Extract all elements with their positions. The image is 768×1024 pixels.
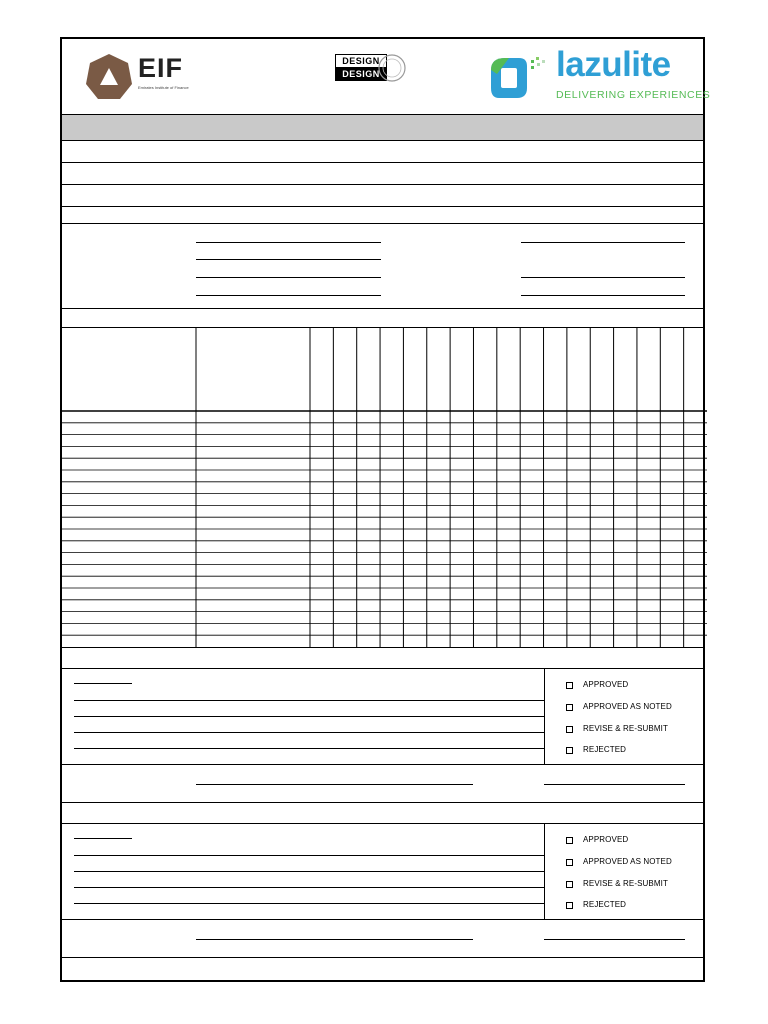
date-line[interactable] xyxy=(544,784,685,785)
comment-line[interactable] xyxy=(74,716,544,717)
document-form xyxy=(60,37,711,982)
title-band xyxy=(62,115,703,140)
info-field-line[interactable] xyxy=(521,295,685,296)
rule xyxy=(62,140,703,141)
rule xyxy=(62,206,703,207)
status-label: APPROVED AS NOTED xyxy=(583,857,672,866)
rejected-checkbox[interactable] xyxy=(566,747,573,754)
status-label: REVISE & RE-SUBMIT xyxy=(583,879,668,888)
lazulite-tagline: DELIVERING EXPERIENCES xyxy=(556,89,711,101)
status-label: REVISE & RE-SUBMIT xyxy=(583,724,668,733)
date-line[interactable] xyxy=(544,939,685,940)
rule xyxy=(62,802,703,803)
divider xyxy=(544,668,545,764)
comment-line[interactable] xyxy=(74,732,544,733)
signature-line[interactable] xyxy=(196,939,473,940)
info-field-line[interactable] xyxy=(521,277,685,278)
design-seal-icon xyxy=(377,52,407,84)
comment-line[interactable] xyxy=(74,871,544,872)
revise-resubmit-checkbox[interactable] xyxy=(566,726,573,733)
review-block-1 xyxy=(62,668,703,764)
rule xyxy=(62,647,703,648)
approved-as-noted-checkbox[interactable] xyxy=(566,859,573,866)
rule xyxy=(62,162,703,163)
revise-resubmit-checkbox[interactable] xyxy=(566,881,573,888)
info-field-line[interactable] xyxy=(196,242,381,243)
comment-line[interactable] xyxy=(74,700,544,701)
approved-as-noted-checkbox[interactable] xyxy=(566,704,573,711)
rule xyxy=(62,308,703,309)
submittal-grid xyxy=(62,327,707,647)
status-label: APPROVED xyxy=(583,835,629,844)
info-field-line[interactable] xyxy=(196,259,381,260)
eif-heptagon-logo-icon xyxy=(84,52,134,102)
info-field-line[interactable] xyxy=(521,242,685,243)
submittal-table xyxy=(62,327,703,647)
rule xyxy=(62,223,703,224)
comment-label-line xyxy=(74,838,132,839)
rule xyxy=(62,184,703,185)
status-label: REJECTED xyxy=(583,745,627,754)
design-logo-line2: DESIGN xyxy=(335,67,387,81)
comment-line[interactable] xyxy=(74,748,544,749)
rejected-checkbox[interactable] xyxy=(566,902,573,909)
eif-logo-subtitle: Emirates Institute of Finance xyxy=(138,85,189,90)
status-label: REJECTED xyxy=(583,900,627,909)
approved-checkbox[interactable] xyxy=(566,837,573,844)
approved-checkbox[interactable] xyxy=(566,682,573,689)
comment-label-line xyxy=(74,683,132,684)
rule xyxy=(62,764,703,765)
design-logo-line1: DESIGN xyxy=(335,54,387,68)
divider xyxy=(544,823,545,919)
status-label: APPROVED xyxy=(583,680,629,689)
info-field-line[interactable] xyxy=(196,277,381,278)
comment-line[interactable] xyxy=(74,855,544,856)
design-logo xyxy=(335,52,407,86)
eif-logo-text: EIF xyxy=(138,53,184,83)
comment-line[interactable] xyxy=(74,903,544,904)
rule xyxy=(62,919,703,920)
review-block-2 xyxy=(62,823,703,919)
lazulite-logo-text: lazulite xyxy=(556,45,671,84)
lazulite-mark-icon xyxy=(487,54,549,102)
rule xyxy=(62,957,703,958)
header-logos xyxy=(62,39,711,114)
signature-line[interactable] xyxy=(196,784,473,785)
status-label: APPROVED AS NOTED xyxy=(583,702,672,711)
info-field-line[interactable] xyxy=(196,295,381,296)
comment-line[interactable] xyxy=(74,887,544,888)
